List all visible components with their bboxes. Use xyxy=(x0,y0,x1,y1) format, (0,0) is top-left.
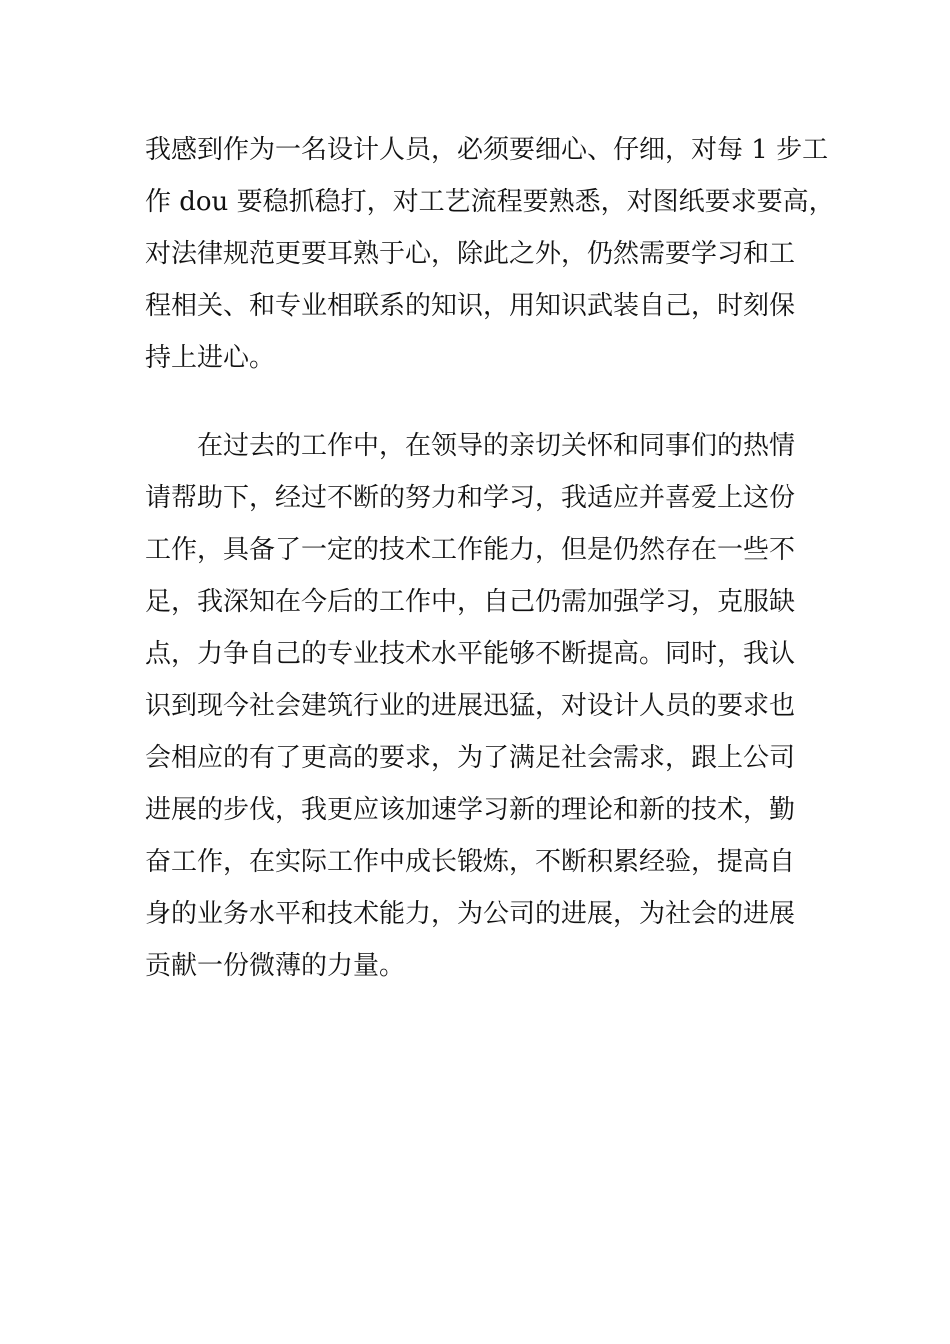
paragraph-line: 请帮助下，经过不断的努力和学习，我适应并喜爱上这份 xyxy=(145,483,796,513)
paragraph-line: 在过去的工作中，在领导的亲切关怀和同事们的热情 xyxy=(197,431,796,461)
paragraph-line: 我感到作为一名设计人员，必须要细心、仔细，对每 1 步工 xyxy=(145,135,829,165)
paragraph-line: 贡献一份微薄的力量。 xyxy=(145,951,406,981)
paragraph-line: 程相关、和专业相联系的知识，用知识武装自己，时刻保 xyxy=(145,291,796,321)
paragraph-line: 奋工作，在实际工作中成长锻炼，不断积累经验，提高自 xyxy=(145,847,796,877)
paragraph-line: 身的业务水平和技术能力，为公司的进展，为社会的进展 xyxy=(145,899,796,929)
paragraph-line: 点，力争自己的专业技术水平能够不断提高。同时，我认 xyxy=(145,639,796,669)
paragraph-line: 工作，具备了一定的技术工作能力，但是仍然存在一些不 xyxy=(145,535,796,565)
paragraph-line: 进展的步伐，我更应该加速学习新的理论和新的技术，勤 xyxy=(145,795,796,825)
paragraph-line: 持上进心。 xyxy=(145,343,276,373)
paragraph-line: 作 dou 要稳抓稳打，对工艺流程要熟悉，对图纸要求要高， xyxy=(145,187,835,217)
paragraph-1 xyxy=(145,124,835,384)
paragraph-line: 对法律规范更要耳熟于心，除此之外，仍然需要学习和工 xyxy=(145,239,796,269)
paragraph-line: 足，我深知在今后的工作中，自己仍需加强学习，克服缺 xyxy=(145,587,796,617)
paragraph-2 xyxy=(145,420,815,992)
paragraph-line: 会相应的有了更高的要求，为了满足社会需求，跟上公司 xyxy=(145,743,796,773)
paragraph-line: 识到现今社会建筑行业的进展迅猛，对设计人员的要求也 xyxy=(145,691,796,721)
